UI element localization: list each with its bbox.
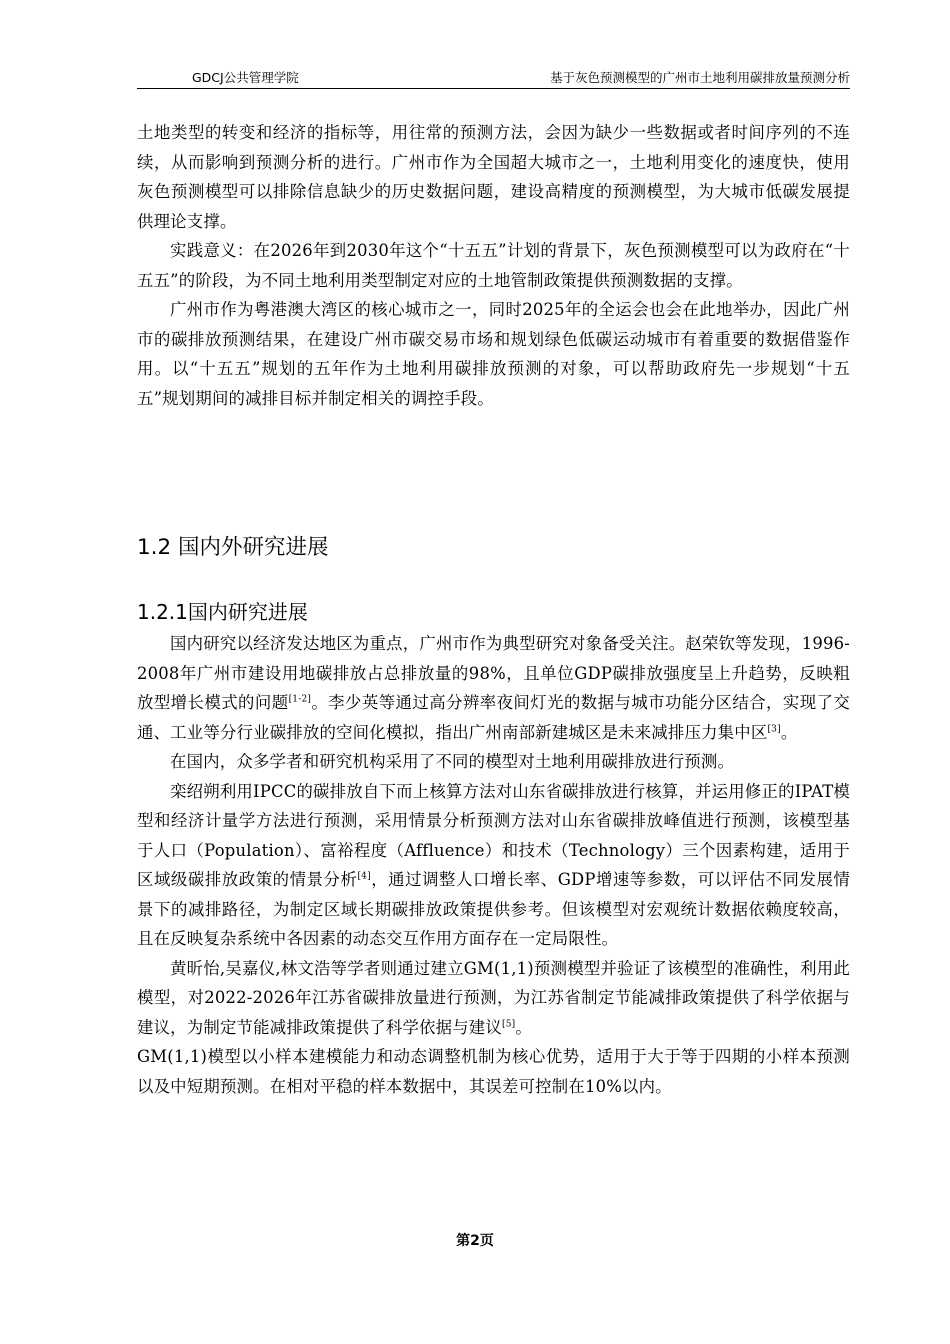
paragraph-6-text-b: ，通过调整人口增长率、GDP增速等参数，可以评估不同发展情景下的减排路径，为制定区域长期碳排放政策提供参考。但该模型对宏观统计数据依赖度较高，且在反映复杂系统中各因素的动态交互作用方面存在一定局限性。 <box>137 870 850 948</box>
paragraph-6 <box>137 777 850 954</box>
page-header <box>137 64 850 89</box>
header-institution: GDCJ公共管理学院 <box>192 70 299 85</box>
citation-5: [5] <box>502 1019 516 1030</box>
citation-3: [3] <box>767 724 781 735</box>
paragraph-2: 实践意义：在2026年到2030年这个“十五五”计划的背景下，灰色预测模型可以为政府在“十五五”的阶段，为不同土地利用类型制定对应的土地管制政策提供预测数据的支撑。 <box>137 241 850 290</box>
header-paper-title: 基于灰色预测模型的广州市土地利用碳排放量预测分析 <box>549 70 850 85</box>
citation-1-2: [1-2] <box>288 694 312 705</box>
paragraph-4-text-b: 。李少英等通过高分辨率夜间灯光的数据与城市功能分区结合，实现了交通、工业等分行业碳排放的空间化模拟，指出广州南部新建城区是未来减排压力集中区 <box>137 693 850 742</box>
subsection-heading: 1.2.1国内研究进展 <box>137 600 308 624</box>
paragraph-5: 在国内，众多学者和研究机构采用了不同的模型对土地利用碳排放进行预测。 <box>170 752 735 771</box>
paragraph-7-text-a: 黄昕怡,吴嘉仪,林文浩等学者则通过建立GM(1,1)预测模型并验证了该模型的准确性，利用此模型，对2022-2026年江苏省碳排放量进行预测，为江苏省制定节能减排政策提供了科学依据与建议，为制定节能减排政策提供了科学依据与建议 <box>137 958 850 1037</box>
paragraph-1: 土地类型的转变和经济的指标等，用往常的预测方法，会因为缺少一些数据或者时间序列的不连续，从而影响到预测分析的进行。广州市作为全国超大城市之一，土地利用变化的速度快，使用灰色预测模型可以排除信息缺少的历史数据问题，建设高精度的预测模型，为大城市低碳发展提供理论支撑。 <box>137 123 850 231</box>
page-number: 第2页 <box>456 1233 494 1249</box>
paragraph-7 <box>137 954 850 1043</box>
paragraph-3: 广州市作为粤港澳大湾区的核心城市之一，同时2025年的全运会也会在此地举办，因此广州市的碳排放预测结果，在建设广州市碳交易市场和规划绿色低碳运动城市有着重要的数据借鉴作用。以“十五五”规划的五年作为土地利用碳排放预测的对象，可以帮助政府先一步规划“十五五”规划期间的减排目标并制定相关的调控手段。 <box>137 300 850 408</box>
body-text-top <box>137 118 850 413</box>
citation-4: [4] <box>357 871 371 882</box>
section-heading: 1.2 国内外研究进展 <box>137 535 329 560</box>
paragraph-4-text-a: 国内研究以经济发达地区为重点，广州市作为典型研究对象备受关注。赵荣钦等发现，1996-2008年广州市建设用地碳排放占总排放量的98%，且单位GDP碳排放强度呈上升趋势，反映粗放型增长模式的问题 <box>137 634 850 712</box>
paragraph-4-text-c: 。 <box>780 722 798 742</box>
paragraph-4 <box>137 629 850 747</box>
paragraph-6-text-a: 栾绍朔利用IPCC的碳排放自下而上核算方法对山东省碳排放进行核算，并运用修正的IPAT模型和经济计量学方法进行预测，采用情景分析预测方法对山东省碳排放峰值进行预测，该模型基于人口（Population）、富裕程度（Affluence）和技术（Technology）三个因素构建，适用于区域级碳排放政策的情景分析 <box>137 781 850 889</box>
paragraph-8: GM(1,1)模型以小样本建模能力和动态调整机制为核心优势，适用于大于等于四期的小样本预测以及中短期预测。在相对平稳的样本数据中，其误差可控制在10%以内。 <box>137 1047 850 1096</box>
body-text-bottom <box>137 629 850 1101</box>
paragraph-7-text-b: 。 <box>515 1017 532 1037</box>
